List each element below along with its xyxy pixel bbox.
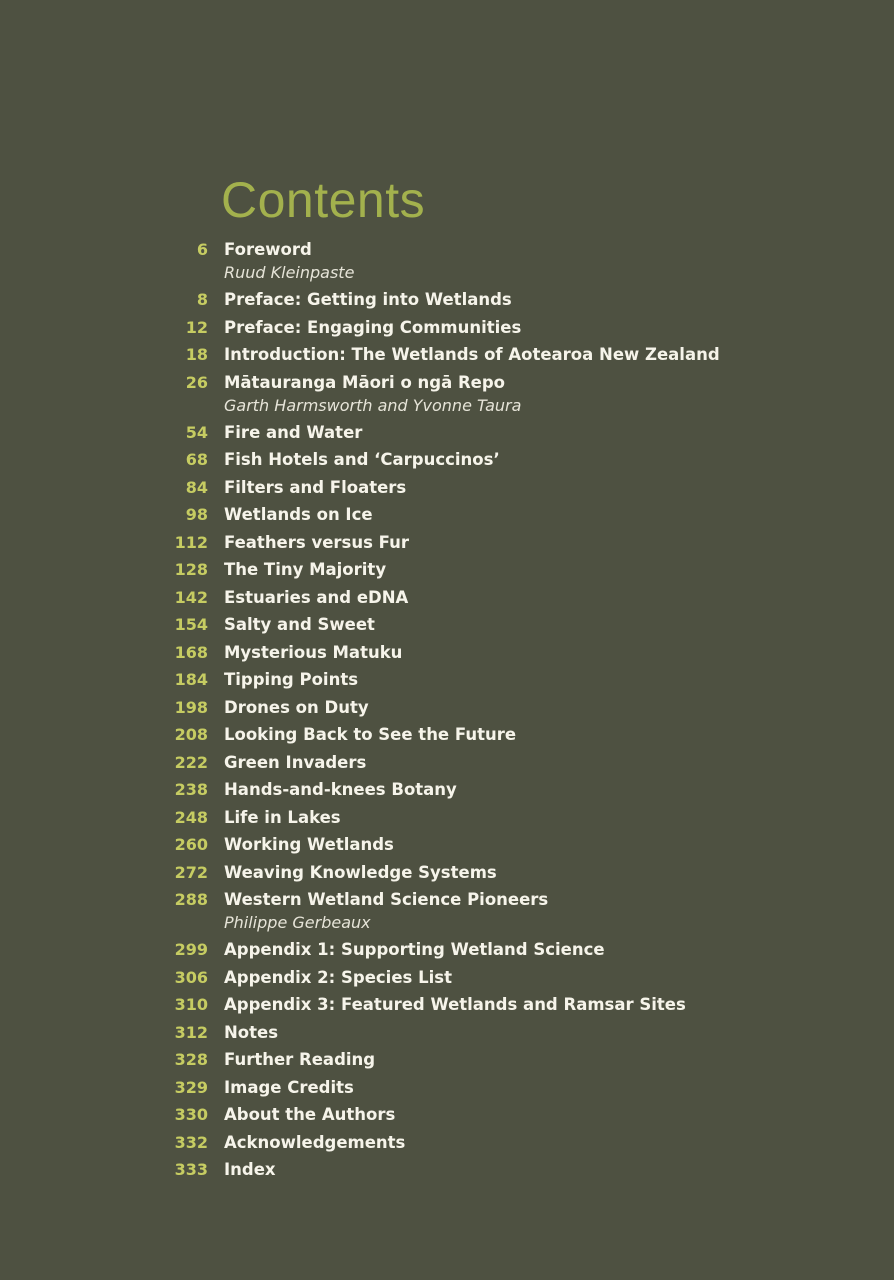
- toc-page-number: 168: [174, 642, 208, 662]
- toc-entry[interactable]: [150, 1076, 850, 1104]
- toc-entry[interactable]: [150, 966, 850, 994]
- toc-entry-title: Index: [224, 1160, 276, 1179]
- toc-entry-text: [224, 861, 497, 885]
- toc-entry-title: Fish Hotels and ‘Carpuccinos’: [224, 450, 500, 469]
- toc-entry-title: Mysterious Matuku: [224, 642, 403, 662]
- toc-entry-title: Preface: Getting into Wetlands: [224, 290, 512, 309]
- toc-entry-author: Garth Harmsworth and Yvonne Taura: [224, 395, 522, 415]
- toc-entry[interactable]: [150, 888, 850, 938]
- toc-page-number: 330: [174, 1105, 208, 1124]
- toc-entry-title: Mātauranga Māori o ngā Repo: [224, 372, 506, 392]
- toc-entry-text: [224, 1103, 395, 1127]
- toc-entry[interactable]: [150, 993, 850, 1021]
- toc-page-number: 54: [185, 422, 208, 442]
- toc-entry[interactable]: [150, 861, 850, 889]
- toc-entry[interactable]: [150, 503, 850, 531]
- toc-page-number: 272: [174, 862, 208, 882]
- toc-entry-title: Drones on Duty: [224, 697, 369, 717]
- toc-page-number: 12: [185, 317, 208, 337]
- toc-entry[interactable]: [150, 288, 850, 316]
- toc-entry[interactable]: [150, 1021, 850, 1049]
- toc-entry[interactable]: [150, 806, 850, 834]
- toc-entry[interactable]: [150, 696, 850, 724]
- toc-entry[interactable]: [150, 238, 850, 288]
- toc-page-number: 68: [185, 450, 208, 469]
- toc-entry[interactable]: [150, 641, 850, 669]
- toc-page-number: 299: [174, 940, 208, 959]
- toc-entry-author: Philippe Gerbeaux: [224, 913, 371, 932]
- toc-entry-text: [224, 421, 362, 445]
- toc-page-number: 112: [174, 532, 208, 552]
- toc-page-number: 154: [174, 615, 208, 634]
- toc-entry-text: [224, 966, 452, 990]
- toc-entry-title: Image Credits: [224, 1077, 354, 1097]
- toc-entry-title: Green Invaders: [224, 752, 367, 772]
- toc-entry-text: [224, 641, 402, 665]
- toc-entry-text: [224, 448, 500, 472]
- toc-page-number: 306: [174, 967, 208, 987]
- toc-entry[interactable]: [150, 613, 850, 641]
- toc-page-number: 18: [185, 345, 208, 364]
- toc-entry-title: Estuaries and eDNA: [224, 587, 409, 607]
- toc-page-number: 6: [196, 240, 208, 259]
- toc-entry[interactable]: [150, 343, 850, 371]
- toc-entry[interactable]: [150, 833, 850, 861]
- toc-entry-title: Tipping Points: [224, 670, 359, 689]
- toc-entry-author: Ruud Kleinpaste: [224, 263, 355, 282]
- toc-entry-text: [224, 558, 386, 582]
- toc-page-number: 208: [174, 725, 208, 744]
- toc-entry-text: [224, 613, 375, 637]
- toc-entry-text: [224, 778, 457, 802]
- toc-page-number: 238: [174, 780, 208, 799]
- toc-entry-text: [224, 1131, 405, 1155]
- toc-entry[interactable]: [150, 1131, 850, 1159]
- toc-entry-text: [224, 938, 605, 962]
- toc-entry-title: Looking Back to See the Future: [224, 725, 517, 744]
- toc-entry[interactable]: [150, 1158, 850, 1186]
- toc-entry-text: [224, 316, 521, 340]
- toc-entry[interactable]: [150, 558, 850, 586]
- table-of-contents: [150, 238, 850, 1186]
- toc-entry-text: [224, 288, 512, 312]
- toc-entry-text: [224, 1048, 375, 1072]
- toc-entry-title: Foreword: [224, 240, 312, 259]
- toc-entry-text: [224, 1076, 354, 1100]
- toc-entry-text: [224, 503, 373, 527]
- toc-entry[interactable]: [150, 668, 850, 696]
- toc-entry-text: [224, 751, 366, 775]
- toc-page-number: 329: [174, 1077, 208, 1097]
- toc-entry-title: Acknowledgements: [224, 1132, 406, 1152]
- toc-entry-title: Filters and Floaters: [224, 477, 407, 497]
- toc-entry-title: Wetlands on Ice: [224, 505, 373, 524]
- toc-entry-title: Western Wetland Science Pioneers: [224, 890, 549, 909]
- toc-entry-text: [224, 888, 548, 934]
- toc-page-number: 310: [174, 995, 208, 1014]
- toc-entry-title: Working Wetlands: [224, 835, 394, 854]
- toc-entry-title: Hands-and-knees Botany: [224, 780, 457, 799]
- toc-entry-text: [224, 586, 408, 610]
- toc-entry-title: Feathers versus Fur: [224, 532, 410, 552]
- toc-entry[interactable]: [150, 531, 850, 559]
- toc-entry-title: Preface: Engaging Communities: [224, 317, 522, 337]
- toc-page-number: 142: [174, 587, 208, 607]
- toc-entry-text: [224, 343, 720, 367]
- toc-entry-text: [224, 723, 516, 747]
- toc-page-number: 312: [174, 1022, 208, 1042]
- toc-entry[interactable]: [150, 1048, 850, 1076]
- toc-page-number: 128: [174, 560, 208, 579]
- toc-page-number: 260: [174, 835, 208, 854]
- toc-page-number: 184: [174, 670, 208, 689]
- toc-entry-title: Appendix 3: Featured Wetlands and Ramsar Sites: [224, 995, 686, 1014]
- toc-entry-title: Life in Lakes: [224, 807, 341, 827]
- toc-page-number: 333: [174, 1160, 208, 1179]
- toc-entry-title: Fire and Water: [224, 422, 363, 442]
- toc-entry[interactable]: [150, 938, 850, 966]
- page-title: Contents: [221, 172, 426, 228]
- toc-entry-text: [224, 371, 521, 417]
- toc-entry[interactable]: [150, 723, 850, 751]
- toc-entry[interactable]: [150, 778, 850, 806]
- toc-entry-text: [224, 238, 354, 284]
- toc-entry-text: [224, 1158, 276, 1182]
- toc-entry[interactable]: [150, 586, 850, 614]
- toc-entry[interactable]: [150, 476, 850, 504]
- toc-entry[interactable]: [150, 421, 850, 449]
- toc-entry[interactable]: [150, 316, 850, 344]
- toc-entry-text: [224, 806, 341, 830]
- toc-entry-text: [224, 696, 369, 720]
- toc-entry-text: [224, 476, 406, 500]
- toc-page-number: 26: [185, 372, 208, 392]
- toc-entry[interactable]: [150, 371, 850, 421]
- toc-entry-text: [224, 833, 394, 857]
- toc-page-number: 84: [185, 477, 208, 497]
- toc-entry-text: [224, 668, 358, 692]
- toc-entry[interactable]: [150, 448, 850, 476]
- toc-page-number: 98: [185, 505, 208, 524]
- toc-entry-title: The Tiny Majority: [224, 560, 387, 579]
- toc-entry-title: Further Reading: [224, 1050, 376, 1069]
- toc-entry-title: About the Authors: [224, 1105, 396, 1124]
- toc-entry[interactable]: [150, 1103, 850, 1131]
- toc-page-number: 332: [174, 1132, 208, 1152]
- toc-page-number: 8: [196, 290, 208, 309]
- toc-page-number: 248: [174, 807, 208, 827]
- toc-entry-text: [224, 531, 409, 555]
- toc-entry-text: [224, 993, 686, 1017]
- toc-entry-title: Appendix 2: Species List: [224, 967, 452, 987]
- toc-entry[interactable]: [150, 751, 850, 779]
- toc-entry-title: Appendix 1: Supporting Wetland Science: [224, 940, 605, 959]
- toc-entry-title: Salty and Sweet: [224, 615, 375, 634]
- toc-page-number: 198: [174, 697, 208, 717]
- toc-page-number: 222: [174, 752, 208, 772]
- toc-entry-title: Introduction: The Wetlands of Aotearoa New Zealand: [224, 345, 720, 364]
- toc-entry-text: [224, 1021, 278, 1045]
- toc-entry-title: Notes: [224, 1022, 279, 1042]
- toc-page-number: 288: [174, 890, 208, 909]
- toc-entry-title: Weaving Knowledge Systems: [224, 862, 497, 882]
- toc-page-number: 328: [174, 1050, 208, 1069]
